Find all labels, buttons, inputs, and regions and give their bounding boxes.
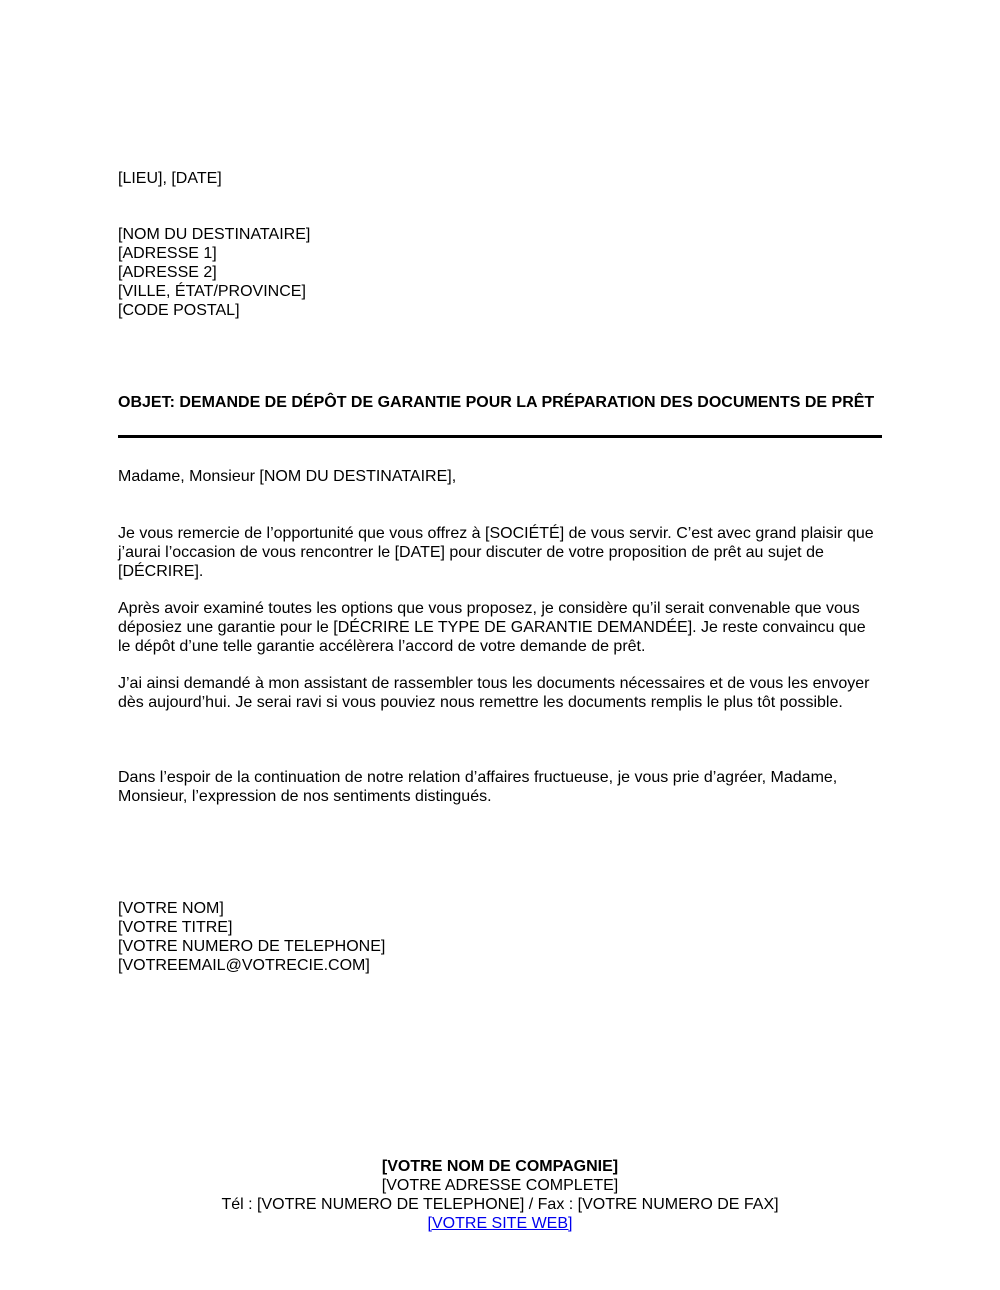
place-date: [LIEU], [DATE] — [118, 170, 222, 187]
recipient-address — [118, 225, 882, 320]
sender-name: [VOTRE NOM] — [118, 900, 224, 917]
letter-footer — [0, 1157, 1000, 1233]
subject-divider — [118, 435, 882, 438]
footer-address: [VOTRE ADRESSE COMPLETE] — [381, 1177, 619, 1194]
body-paragraph-3: J’ai ainsi demandé à mon assistant de rassembler tous les documents nécessaires et de vous les envoyer dès aujourd’hui. Je serai ravi si vous pouviez nous remettre les documents remplis le plus tôt possible. — [118, 675, 870, 711]
salutation: Madame, Monsieur [NOM DU DESTINATAIRE], — [118, 468, 457, 485]
subject-line: OBJET: DEMANDE DE DÉPÔT DE GARANTIE POUR LA PRÉPARATION DES DOCUMENTS DE PRÊT — [118, 394, 875, 411]
sender-title: [VOTRE TITRE] — [118, 919, 233, 936]
footer-company-name: [VOTRE NOM DE COMPAGNIE] — [381, 1158, 619, 1175]
body-paragraph-1: Je vous remercie de l’opportunité que vous offrez à [SOCIÉTÉ] de vous servir. C’est avec grand plaisir que j’aurai l’occasion de vous rencontrer le [DATE] pour discuter de votre proposition de prêt au sujet de [DÉCRIRE]. — [118, 525, 874, 580]
body-paragraph-2: Après avoir examiné toutes les options que vous proposez, je considère qu’il serait convenable que vous déposiez une garantie pour le [DÉCRIRE LE TYPE DE GARANTIE DEMANDÉE]. Je reste convaincu que le dépôt d’une telle garantie accélèrera l’accord de votre demande de prêt. — [118, 600, 866, 655]
recipient-city-state: [VILLE, ÉTAT/PROVINCE] — [118, 283, 306, 300]
recipient-address-1: [ADRESSE 1] — [118, 245, 217, 262]
recipient-name: [NOM DU DESTINATAIRE] — [118, 226, 311, 243]
footer-contact: Tél : [VOTRE NUMERO DE TELEPHONE] / Fax : [VOTRE NUMERO DE FAX] — [221, 1196, 779, 1213]
sender-phone: [VOTRE NUMERO DE TELEPHONE] — [118, 938, 386, 955]
recipient-address-2: [ADRESSE 2] — [118, 264, 217, 281]
recipient-postal-code: [CODE POSTAL] — [118, 302, 240, 319]
sender-email: [VOTREEMAIL@VOTRECIE.COM] — [118, 957, 370, 974]
signature-block — [118, 899, 882, 975]
closing-paragraph: Dans l’espoir de la continuation de notre relation d’affaires fructueuse, je vous prie d’agréer, Madame, Monsieur, l’expression de nos sentiments distingués. — [118, 769, 838, 805]
footer-website-link[interactable]: [VOTRE SITE WEB] — [427, 1215, 573, 1232]
